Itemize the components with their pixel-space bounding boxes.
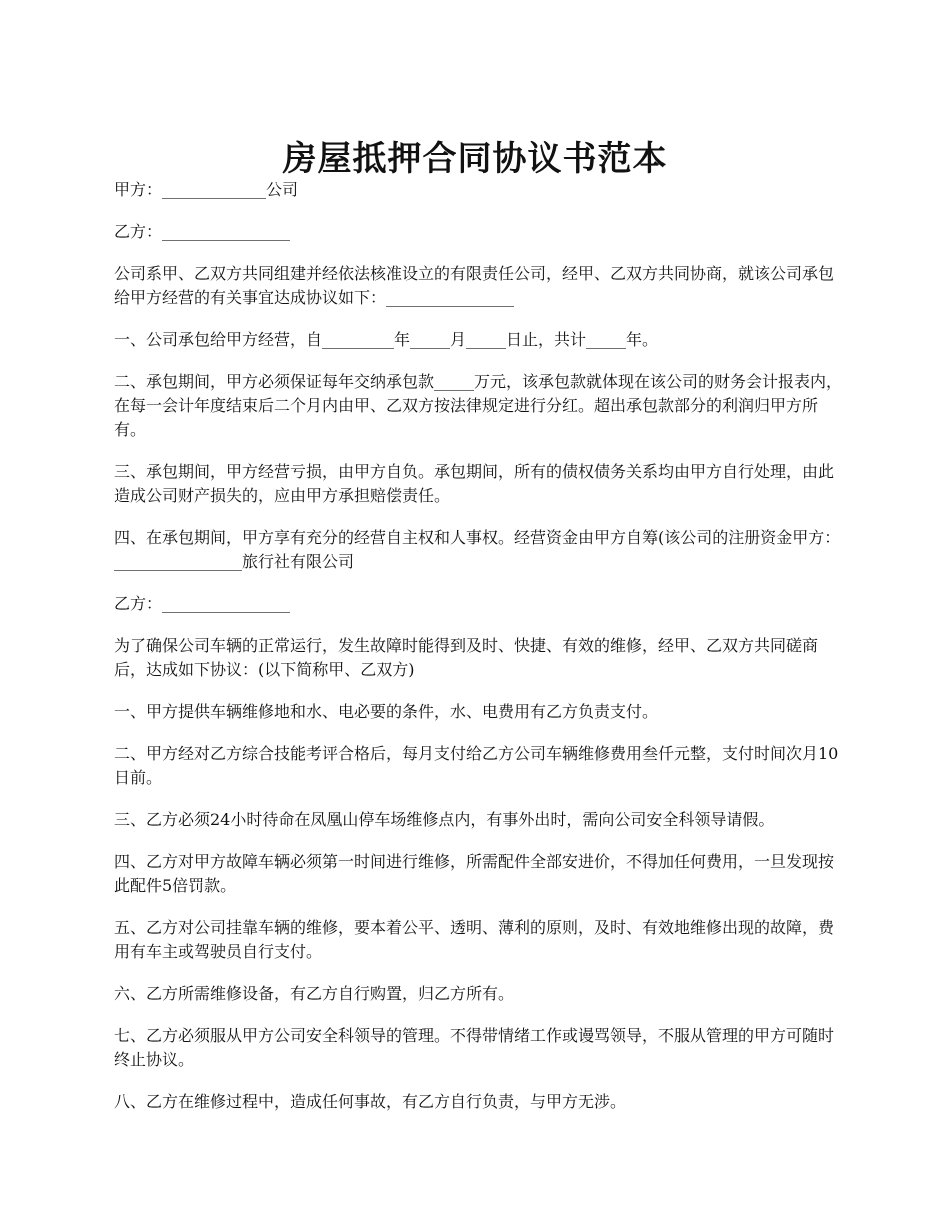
- intro-paragraph: 公司系甲、乙双方共同组建并经依法核准设立的有限责任公司，经甲、乙双方共同协商，就该公司承包给甲方经营的有关事宜达成协议如下：________________: [114, 264, 835, 307]
- repair-clause-6: 六、乙方所需维修设备，有乙方自行购置，归乙方所有。: [114, 984, 515, 1003]
- repair-clause-3: 三、乙方必须24小时待命在凤凰山停车场维修点内，有事外出时，需向公司安全科领导请假。: [114, 810, 775, 829]
- document-title: 房屋抵押合同协议书范本: [282, 138, 668, 179]
- party-b-line-2: 乙方：________________: [114, 594, 291, 613]
- repair-clause-5: 五、乙方对公司挂靠车辆的维修，要本着公平、透明、薄利的原则，及时、有效地维修出现的故障，费用有车主或驾驶员自行支付。: [114, 918, 835, 961]
- repair-clause-4: 四、乙方对甲方故障车辆必须第一时间进行维修，所需配件全部安进价，不得加任何费用，一旦发现按此配件5倍罚款。: [114, 852, 835, 895]
- clause-2: 二、承包期间，甲方必须保证每年交纳承包款_____万元，该承包款就体现在该公司的财务会计报表内，在每一会计年度结束后二个月内由甲、乙双方按法律规定进行分红。超出承包款部分的利润归甲方所有。: [114, 372, 843, 439]
- clause-4: 四、在承包期间，甲方享有充分的经营自主权和人事权。经营资金由甲方自筹(该公司的注册资金甲方：________________旅行社有限公司: [114, 528, 841, 571]
- document-body: [114, 178, 844, 1132]
- party-b-line: 乙方：________________: [114, 222, 291, 241]
- repair-clause-1: 一、甲方提供车辆维修地和水、电必要的条件，水、电费用有乙方负责支付。: [114, 702, 659, 721]
- repair-clause-7: 七、乙方必须服从甲方公司安全科领导的管理。不得带情绪工作或谩骂领导，不服从管理的甲方可随时终止协议。: [114, 1026, 835, 1069]
- repair-clause-2: 二、甲方经对乙方综合技能考评合格后，每月支付给乙方公司车辆维修费用叁仟元整，支付时间次月10日前。: [114, 744, 839, 787]
- party-a-line: 甲方：_____________公司: [114, 180, 299, 199]
- repair-intro-paragraph: 为了确保公司车辆的正常运行，发生故障时能得到及时、快捷、有效的维修，经甲、乙双方共同磋商后，达成如下协议：(以下简称甲、乙双方): [114, 636, 819, 679]
- clause-3: 三、承包期间，甲方经营亏损，由甲方自负。承包期间，所有的债权债务关系均由甲方自行处理，由此造成公司财产损失的，应由甲方承担赔偿责任。: [114, 462, 835, 505]
- repair-clause-8: 八、乙方在维修过程中，造成任何事故，有乙方自行负责，与甲方无涉。: [114, 1092, 627, 1111]
- clause-1: 一、公司承包给甲方经营，自_________年_____月_____日止，共计_____年。: [114, 330, 659, 349]
